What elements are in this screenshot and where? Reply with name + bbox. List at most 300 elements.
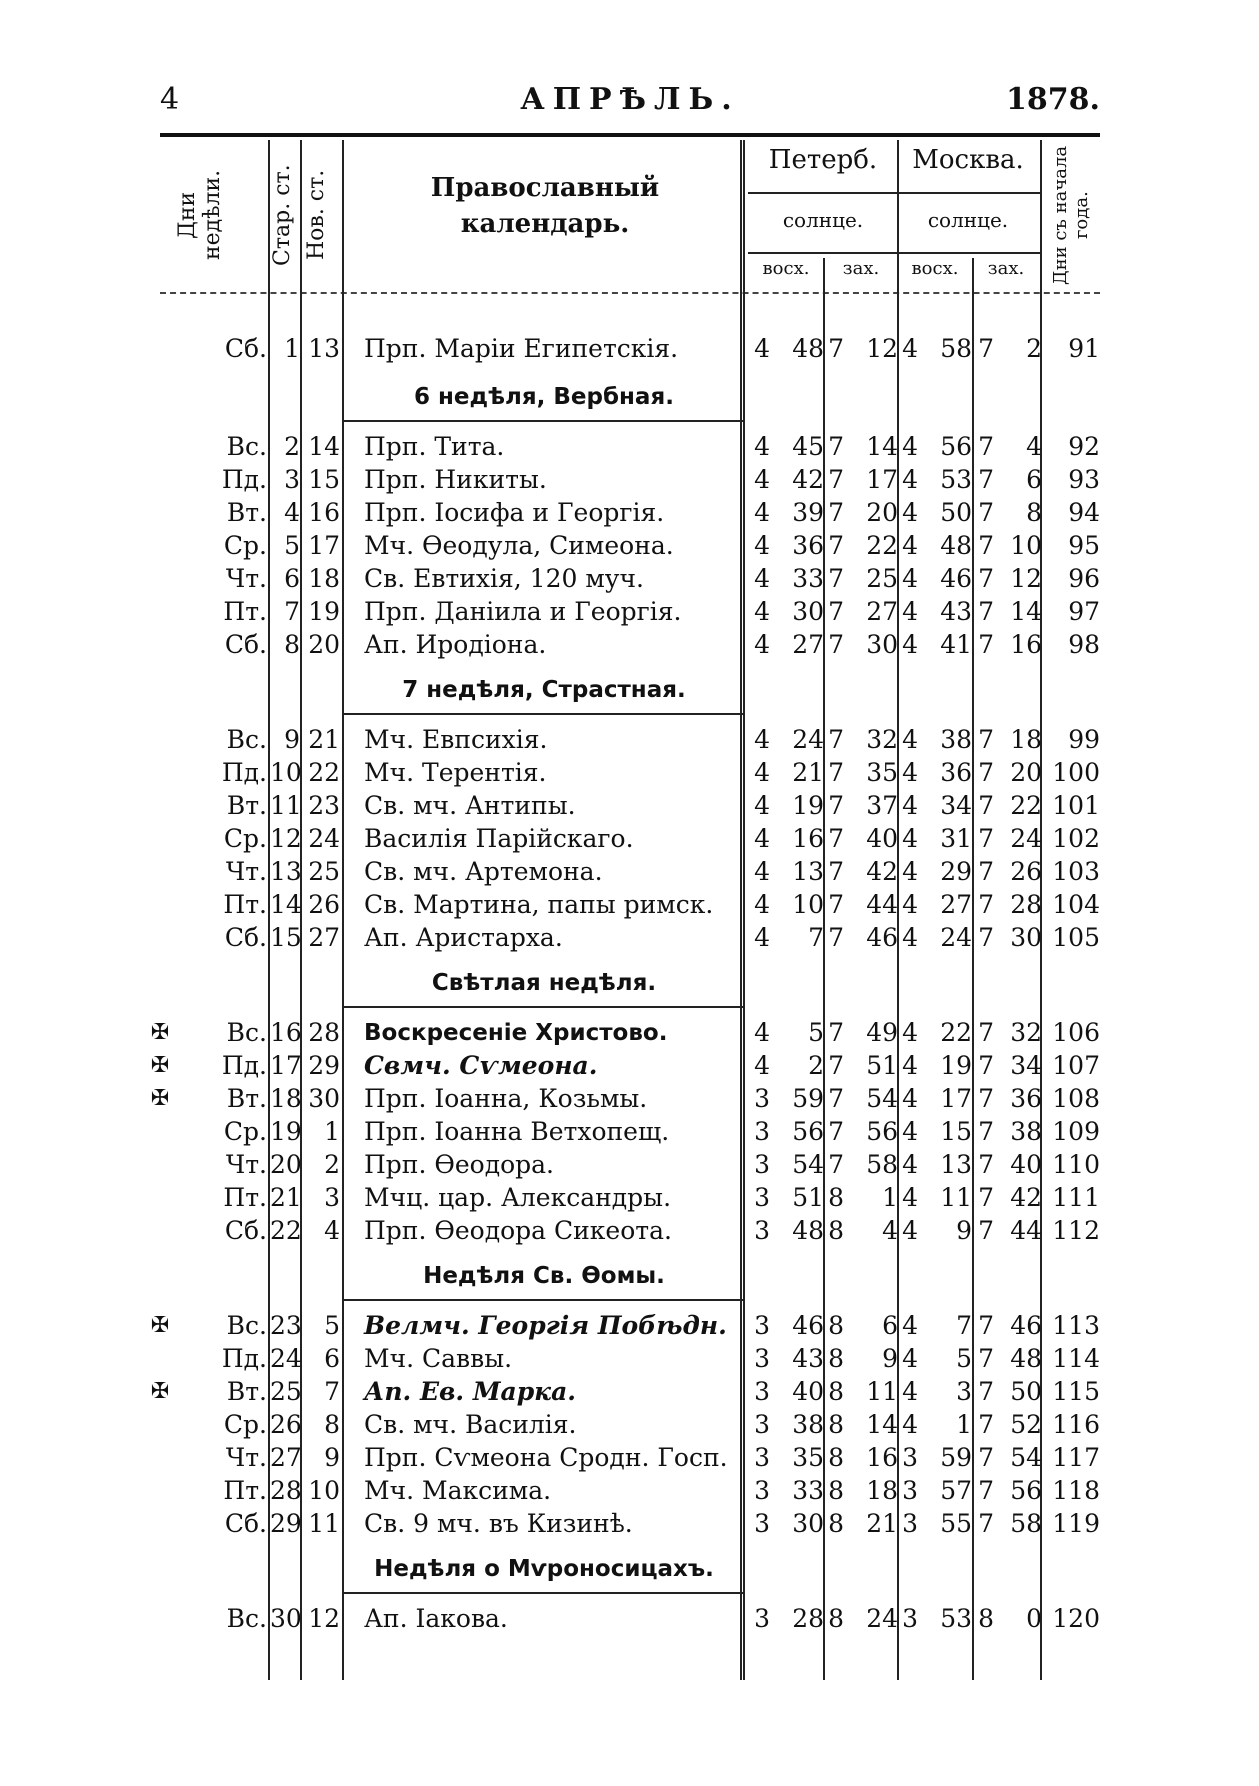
moscow-sunrise-hour: 4: [902, 432, 918, 461]
petersburg-sunset-hour: 8: [828, 1311, 844, 1340]
table-row: [0, 1311, 1259, 1341]
weekday-cell: Пд.: [221, 758, 267, 787]
moscow-sunset-minute: 6: [1026, 465, 1042, 494]
saint-name: Прп. Тита.: [364, 432, 505, 461]
day-of-year: 91: [1068, 334, 1100, 363]
new-style-date: 23: [308, 791, 340, 820]
weekday-cell: Сб.: [224, 923, 267, 952]
row-mark-icon: ✠: [150, 1313, 170, 1338]
petersburg-sunset-hour: 7: [828, 857, 844, 886]
petersburg-sunset-minute: 4: [882, 1216, 898, 1245]
petersburg-sunrise-hour: 4: [754, 1051, 770, 1080]
petersburg-sunrise-minute: 48: [792, 1216, 824, 1245]
new-style-date: 9: [324, 1443, 340, 1472]
petersburg-sunset-minute: 11: [866, 1377, 898, 1406]
day-of-year: 97: [1068, 597, 1100, 626]
saint-name: Прп. Маріи Египетскія.: [364, 334, 679, 363]
saint-name: Св. мч. Антипы.: [364, 791, 576, 820]
moscow-sunrise-hour: 4: [902, 597, 918, 626]
moscow-sunrise-minute: 36: [940, 758, 972, 787]
moscow-sunrise-hour: 4: [902, 465, 918, 494]
moscow-sunrise-hour: 4: [902, 857, 918, 886]
petersburg-sunrise-minute: 28: [792, 1604, 824, 1633]
old-style-date: 27: [270, 1443, 302, 1472]
petersburg-sunset-hour: 7: [828, 1051, 844, 1080]
weekday-cell: Чт.: [225, 1150, 267, 1179]
petersburg-sunrise-hour: 4: [754, 791, 770, 820]
saint-name: Св. Евтихія, 120 муч.: [364, 564, 644, 593]
table-row: [0, 597, 1259, 627]
moscow-sunset-minute: 0: [1026, 1604, 1042, 1633]
new-style-date: 16: [308, 498, 340, 527]
petersburg-sunrise-hour: 3: [754, 1377, 770, 1406]
moscow-sunrise-hour: 4: [902, 1344, 918, 1373]
weekday-cell: Чт.: [225, 857, 267, 886]
col-moscow-sun: солнце.: [927, 208, 1009, 232]
new-style-date: 12: [308, 1604, 340, 1633]
moscow-sunset-minute: 38: [1010, 1117, 1042, 1146]
day-of-year: 115: [1052, 1377, 1100, 1406]
petersburg-sunrise-hour: 3: [754, 1084, 770, 1113]
day-of-year: 110: [1052, 1150, 1100, 1179]
petersburg-sunset-hour: 8: [828, 1509, 844, 1538]
saint-name: Св. Мартина, папы римск.: [364, 890, 714, 919]
old-style-date: 17: [270, 1051, 302, 1080]
saint-name: Прп. Ѳеодора.: [364, 1150, 555, 1179]
saint-name: Мч. Терентія.: [364, 758, 547, 787]
saint-name: Мч. Максима.: [364, 1476, 552, 1505]
petersburg-sunrise-minute: 54: [792, 1150, 824, 1179]
old-style-date: 6: [284, 564, 300, 593]
moscow-sunrise-minute: 41: [940, 630, 972, 659]
new-style-date: 21: [308, 725, 340, 754]
moscow-sunset-hour: 7: [978, 725, 994, 754]
petersburg-sunrise-minute: 43: [792, 1344, 824, 1373]
col-calendar: Православный календарь.: [430, 173, 660, 239]
week-rule: [344, 1299, 744, 1301]
day-of-year: 95: [1068, 531, 1100, 560]
saint-name: Мч. Евпсихія.: [364, 725, 548, 754]
moscow-sunrise-hour: 4: [902, 1183, 918, 1212]
petersburg-sunset-hour: 8: [828, 1344, 844, 1373]
table-row: [0, 1150, 1259, 1180]
weekday-cell: Ср.: [223, 1410, 267, 1439]
weekday-cell: Чт.: [225, 564, 267, 593]
weekday-cell: Вс.: [226, 1311, 267, 1340]
moscow-sunrise-hour: 4: [902, 1051, 918, 1080]
moscow-sunrise-minute: 9: [956, 1216, 972, 1245]
weekday-cell: Ср.: [223, 1117, 267, 1146]
saint-name: Воскресеніе Христово.: [364, 1020, 668, 1046]
row-mark-icon: ✠: [150, 1053, 170, 1078]
petersburg-sunset-minute: 44: [866, 890, 898, 919]
week-rule: [344, 420, 744, 422]
weekday-cell: Вт.: [226, 791, 267, 820]
moscow-sunset-minute: 50: [1010, 1377, 1042, 1406]
row-mark-icon: ✠: [150, 1086, 170, 1111]
new-style-date: 8: [324, 1410, 340, 1439]
moscow-sunrise-minute: 7: [956, 1311, 972, 1340]
petersburg-sunrise-hour: 4: [754, 857, 770, 886]
petersburg-sunset-hour: 7: [828, 725, 844, 754]
weekday-cell: Чт.: [225, 1443, 267, 1472]
petersburg-sunrise-hour: 4: [754, 531, 770, 560]
weekday-cell: Сб.: [224, 1216, 267, 1245]
moscow-sunset-hour: 7: [978, 923, 994, 952]
petersburg-sunrise-hour: 3: [754, 1410, 770, 1439]
old-style-date: 1: [284, 334, 300, 363]
moscow-sunset-minute: 16: [1010, 630, 1042, 659]
week-heading: 6 недѣля, Вербная.: [414, 384, 674, 410]
petersburg-sunrise-minute: 45: [792, 432, 824, 461]
old-style-date: 16: [270, 1018, 302, 1047]
day-of-year: 92: [1068, 432, 1100, 461]
table-row: [0, 725, 1259, 755]
old-style-date: 3: [284, 465, 300, 494]
moscow-sunrise-hour: 4: [902, 1311, 918, 1340]
moscow-sunrise-minute: 38: [940, 725, 972, 754]
weekday-cell: Вс.: [226, 1018, 267, 1047]
petersburg-sunset-hour: 7: [828, 890, 844, 919]
moscow-sunrise-minute: 56: [940, 432, 972, 461]
day-of-year: 100: [1052, 758, 1100, 787]
table-row: [0, 1509, 1259, 1539]
petersburg-sunrise-hour: 4: [754, 432, 770, 461]
moscow-sunset-hour: 7: [978, 1051, 994, 1080]
month-title: АПРѢЛЬ.: [520, 82, 740, 117]
moscow-sunset-hour: 7: [978, 432, 994, 461]
weekday-cell: Пд.: [221, 465, 267, 494]
weekday-cell: Сб.: [224, 630, 267, 659]
new-style-date: 24: [308, 824, 340, 853]
petersburg-sunrise-hour: 4: [754, 498, 770, 527]
day-of-year: 103: [1052, 857, 1100, 886]
petersburg-sunset-hour: 8: [828, 1216, 844, 1245]
table-row: [0, 498, 1259, 528]
moscow-sunset-minute: 46: [1010, 1311, 1042, 1340]
table-row: [0, 1476, 1259, 1506]
moscow-sunrise-minute: 58: [940, 334, 972, 363]
day-of-year: 109: [1052, 1117, 1100, 1146]
weekday-cell: Пд.: [221, 1344, 267, 1373]
moscow-sunset-hour: 7: [978, 465, 994, 494]
petersburg-sunset-hour: 8: [828, 1183, 844, 1212]
petersburg-sunset-minute: 51: [866, 1051, 898, 1080]
petersburg-sunrise-minute: 7: [808, 923, 824, 952]
new-style-date: 18: [308, 564, 340, 593]
petersburg-sunrise-hour: 4: [754, 890, 770, 919]
day-of-year: 120: [1052, 1604, 1100, 1633]
old-style-date: 25: [270, 1377, 302, 1406]
moscow-sunrise-hour: 4: [902, 791, 918, 820]
moscow-sunset-minute: 58: [1010, 1509, 1042, 1538]
petersburg-sunrise-minute: 46: [792, 1311, 824, 1340]
moscow-sunrise-hour: 4: [902, 531, 918, 560]
petersburg-sunset-minute: 49: [866, 1018, 898, 1047]
new-style-date: 6: [324, 1344, 340, 1373]
moscow-sunrise-hour: 4: [902, 758, 918, 787]
weekday-cell: Ср.: [223, 531, 267, 560]
day-of-year: 107: [1052, 1051, 1100, 1080]
moscow-sunset-minute: 8: [1026, 498, 1042, 527]
moscow-sunset-hour: 7: [978, 531, 994, 560]
new-style-date: 7: [324, 1377, 340, 1406]
moscow-sunrise-hour: 4: [902, 564, 918, 593]
col-days-from-start: Дни съ начала года.: [1050, 145, 1092, 285]
petersburg-sunrise-minute: 36: [792, 531, 824, 560]
moscow-sunset-minute: 54: [1010, 1443, 1042, 1472]
saint-name: Мчц. цар. Александры.: [364, 1183, 672, 1212]
saint-name: Ап. Іакова.: [364, 1604, 508, 1633]
moscow-sunrise-minute: 3: [956, 1377, 972, 1406]
petersburg-sunset-hour: 8: [828, 1443, 844, 1472]
header-subrule: [748, 192, 1040, 194]
old-style-date: 26: [270, 1410, 302, 1439]
moscow-sunrise-hour: 3: [902, 1443, 918, 1472]
petersburg-sunset-hour: 7: [828, 1018, 844, 1047]
day-of-year: 104: [1052, 890, 1100, 919]
petersburg-sunrise-minute: 19: [792, 791, 824, 820]
petersburg-sunset-hour: 7: [828, 564, 844, 593]
petersburg-sunrise-minute: 24: [792, 725, 824, 754]
day-of-year: 116: [1052, 1410, 1100, 1439]
saint-name: Мч. Саввы.: [364, 1344, 513, 1373]
moscow-sunrise-minute: 59: [940, 1443, 972, 1472]
week-rule: [344, 1006, 744, 1008]
moscow-sunset-minute: 52: [1010, 1410, 1042, 1439]
moscow-sunset-minute: 30: [1010, 923, 1042, 952]
col-weekday: Дни недѣли.: [175, 169, 225, 261]
petersburg-sunset-minute: 54: [866, 1084, 898, 1113]
saint-name: Прп. Іоанна Ветхопещ.: [364, 1117, 670, 1146]
col-moscow-sunset: зах.: [987, 258, 1025, 279]
day-of-year: 101: [1052, 791, 1100, 820]
weekday-cell: Пт.: [223, 890, 267, 919]
moscow-sunrise-minute: 15: [940, 1117, 972, 1146]
old-style-date: 15: [270, 923, 302, 952]
table-row: [0, 1117, 1259, 1147]
moscow-sunrise-hour: 4: [902, 923, 918, 952]
day-of-year: 108: [1052, 1084, 1100, 1113]
saint-name: Ап. Иродіона.: [364, 630, 547, 659]
moscow-sunset-minute: 34: [1010, 1051, 1042, 1080]
table-row: [0, 1216, 1259, 1246]
saint-name: Прп. Даніила и Георгія.: [364, 597, 682, 626]
petersburg-sunset-minute: 27: [866, 597, 898, 626]
moscow-sunrise-minute: 34: [940, 791, 972, 820]
header-rule: [160, 133, 1100, 137]
new-style-date: 5: [324, 1311, 340, 1340]
table-row: [0, 1443, 1259, 1473]
moscow-sunset-hour: 7: [978, 597, 994, 626]
petersburg-sunset-minute: 14: [866, 432, 898, 461]
moscow-sunset-minute: 56: [1010, 1476, 1042, 1505]
week-heading: Недѣля о Мѵроносицахъ.: [374, 1556, 714, 1582]
petersburg-sunrise-hour: 4: [754, 564, 770, 593]
moscow-sunrise-hour: 4: [902, 1018, 918, 1047]
saint-name: Прп. Іосифа и Георгія.: [364, 498, 665, 527]
moscow-sunset-hour: 7: [978, 1476, 994, 1505]
new-style-date: 29: [308, 1051, 340, 1080]
moscow-sunrise-hour: 4: [902, 725, 918, 754]
moscow-sunrise-hour: 4: [902, 890, 918, 919]
petersburg-sunset-minute: 14: [866, 1410, 898, 1439]
petersburg-sunrise-minute: 40: [792, 1377, 824, 1406]
petersburg-sunrise-hour: 3: [754, 1117, 770, 1146]
saint-name: Велмч. Георгія Побѣдн.: [364, 1311, 727, 1340]
petersburg-sunset-hour: 7: [828, 597, 844, 626]
old-style-date: 23: [270, 1311, 302, 1340]
moscow-sunset-hour: 7: [978, 630, 994, 659]
moscow-sunrise-hour: 4: [902, 1216, 918, 1245]
table-row: [0, 432, 1259, 462]
new-style-date: 14: [308, 432, 340, 461]
moscow-sunrise-hour: 4: [902, 334, 918, 363]
col-petersburg: Петерб.: [768, 145, 878, 175]
moscow-sunrise-hour: 4: [902, 1410, 918, 1439]
moscow-sunrise-minute: 48: [940, 531, 972, 560]
moscow-sunset-hour: 7: [978, 824, 994, 853]
moscow-sunset-hour: 7: [978, 1150, 994, 1179]
old-style-date: 10: [270, 758, 302, 787]
petersburg-sunrise-minute: 33: [792, 1476, 824, 1505]
petersburg-sunrise-minute: 39: [792, 498, 824, 527]
moscow-sunset-minute: 48: [1010, 1344, 1042, 1373]
moscow-sunrise-hour: 3: [902, 1476, 918, 1505]
petersburg-sunset-hour: 7: [828, 465, 844, 494]
day-of-year: 113: [1052, 1311, 1100, 1340]
old-style-date: 20: [270, 1150, 302, 1179]
moscow-sunset-minute: 14: [1010, 597, 1042, 626]
moscow-sunrise-minute: 5: [956, 1344, 972, 1373]
new-style-date: 15: [308, 465, 340, 494]
day-of-year: 93: [1068, 465, 1100, 494]
moscow-sunrise-minute: 24: [940, 923, 972, 952]
petersburg-sunrise-minute: 42: [792, 465, 824, 494]
day-of-year: 117: [1052, 1443, 1100, 1472]
table-row: [0, 1410, 1259, 1440]
petersburg-sunset-hour: 7: [828, 791, 844, 820]
petersburg-sunrise-hour: 3: [754, 1183, 770, 1212]
week-rule: [344, 713, 744, 715]
day-of-year: 118: [1052, 1476, 1100, 1505]
col-new-style: Нов. ст.: [304, 169, 329, 261]
day-of-year: 94: [1068, 498, 1100, 527]
new-style-date: 17: [308, 531, 340, 560]
moscow-sunrise-minute: 43: [940, 597, 972, 626]
petersburg-sunset-minute: 6: [882, 1311, 898, 1340]
moscow-sunset-hour: 7: [978, 1018, 994, 1047]
petersburg-sunset-minute: 12: [866, 334, 898, 363]
petersburg-sunset-minute: 42: [866, 857, 898, 886]
table-row: [0, 791, 1259, 821]
header-subrule-2: [748, 252, 1040, 254]
new-style-date: 28: [308, 1018, 340, 1047]
petersburg-sunset-hour: 7: [828, 498, 844, 527]
week-heading: Недѣля Св. Ѳомы.: [423, 1263, 665, 1289]
saint-name: Прп. Никиты.: [364, 465, 547, 494]
moscow-sunset-hour: 7: [978, 1216, 994, 1245]
moscow-sunset-hour: 7: [978, 1344, 994, 1373]
petersburg-sunrise-hour: 3: [754, 1311, 770, 1340]
saint-name: Прп. Іоанна, Козьмы.: [364, 1084, 648, 1113]
moscow-sunrise-minute: 19: [940, 1051, 972, 1080]
weekday-cell: Сб.: [224, 334, 267, 363]
table-row: [0, 1051, 1259, 1081]
moscow-sunset-hour: 7: [978, 1311, 994, 1340]
new-style-date: 20: [308, 630, 340, 659]
col-petersburg-sunrise: восх.: [762, 258, 810, 279]
moscow-sunrise-hour: 4: [902, 630, 918, 659]
moscow-sunrise-minute: 27: [940, 890, 972, 919]
moscow-sunset-minute: 40: [1010, 1150, 1042, 1179]
petersburg-sunset-hour: 7: [828, 923, 844, 952]
new-style-date: 1: [324, 1117, 340, 1146]
moscow-sunset-hour: 7: [978, 1377, 994, 1406]
weekday-cell: Вс.: [226, 1604, 267, 1633]
petersburg-sunrise-minute: 59: [792, 1084, 824, 1113]
petersburg-sunrise-hour: 3: [754, 1150, 770, 1179]
old-style-date: 18: [270, 1084, 302, 1113]
new-style-date: 25: [308, 857, 340, 886]
table-row: [0, 1344, 1259, 1374]
moscow-sunset-minute: 2: [1026, 334, 1042, 363]
petersburg-sunset-hour: 8: [828, 1476, 844, 1505]
week-heading: Свѣтлая недѣля.: [431, 970, 657, 996]
petersburg-sunrise-hour: 4: [754, 465, 770, 494]
petersburg-sunset-hour: 7: [828, 1084, 844, 1113]
moscow-sunrise-minute: 50: [940, 498, 972, 527]
week-heading: 7 недѣля, Страстная.: [402, 677, 686, 703]
moscow-sunset-minute: 22: [1010, 791, 1042, 820]
petersburg-sunset-minute: 58: [866, 1150, 898, 1179]
moscow-sunrise-hour: 4: [902, 824, 918, 853]
moscow-sunrise-hour: 4: [902, 1117, 918, 1146]
weekday-cell: Пд.: [221, 1051, 267, 1080]
petersburg-sunset-minute: 32: [866, 725, 898, 754]
petersburg-sunrise-minute: 33: [792, 564, 824, 593]
moscow-sunrise-minute: 53: [940, 1604, 972, 1633]
petersburg-sunset-hour: 8: [828, 1377, 844, 1406]
moscow-sunset-hour: 7: [978, 334, 994, 363]
day-of-year: 119: [1052, 1509, 1100, 1538]
petersburg-sunrise-hour: 4: [754, 923, 770, 952]
saint-name: Ап. Ев. Марка.: [364, 1377, 576, 1406]
new-style-date: 10: [308, 1476, 340, 1505]
day-of-year: 106: [1052, 1018, 1100, 1047]
old-style-date: 2: [284, 432, 300, 461]
petersburg-sunset-hour: 8: [828, 1604, 844, 1633]
old-style-date: 11: [270, 791, 302, 820]
old-style-date: 30: [270, 1604, 302, 1633]
moscow-sunset-hour: 8: [978, 1604, 994, 1633]
old-style-date: 29: [270, 1509, 302, 1538]
petersburg-sunrise-minute: 21: [792, 758, 824, 787]
petersburg-sunset-hour: 7: [828, 824, 844, 853]
new-style-date: 19: [308, 597, 340, 626]
moscow-sunset-minute: 24: [1010, 824, 1042, 853]
day-of-year: 105: [1052, 923, 1100, 952]
old-style-date: 19: [270, 1117, 302, 1146]
new-style-date: 4: [324, 1216, 340, 1245]
moscow-sunrise-minute: 29: [940, 857, 972, 886]
day-of-year: 99: [1068, 725, 1100, 754]
petersburg-sunrise-hour: 3: [754, 1443, 770, 1472]
petersburg-sunrise-hour: 4: [754, 758, 770, 787]
weekday-cell: Ср.: [223, 824, 267, 853]
moscow-sunset-minute: 4: [1026, 432, 1042, 461]
weekday-cell: Вс.: [226, 432, 267, 461]
